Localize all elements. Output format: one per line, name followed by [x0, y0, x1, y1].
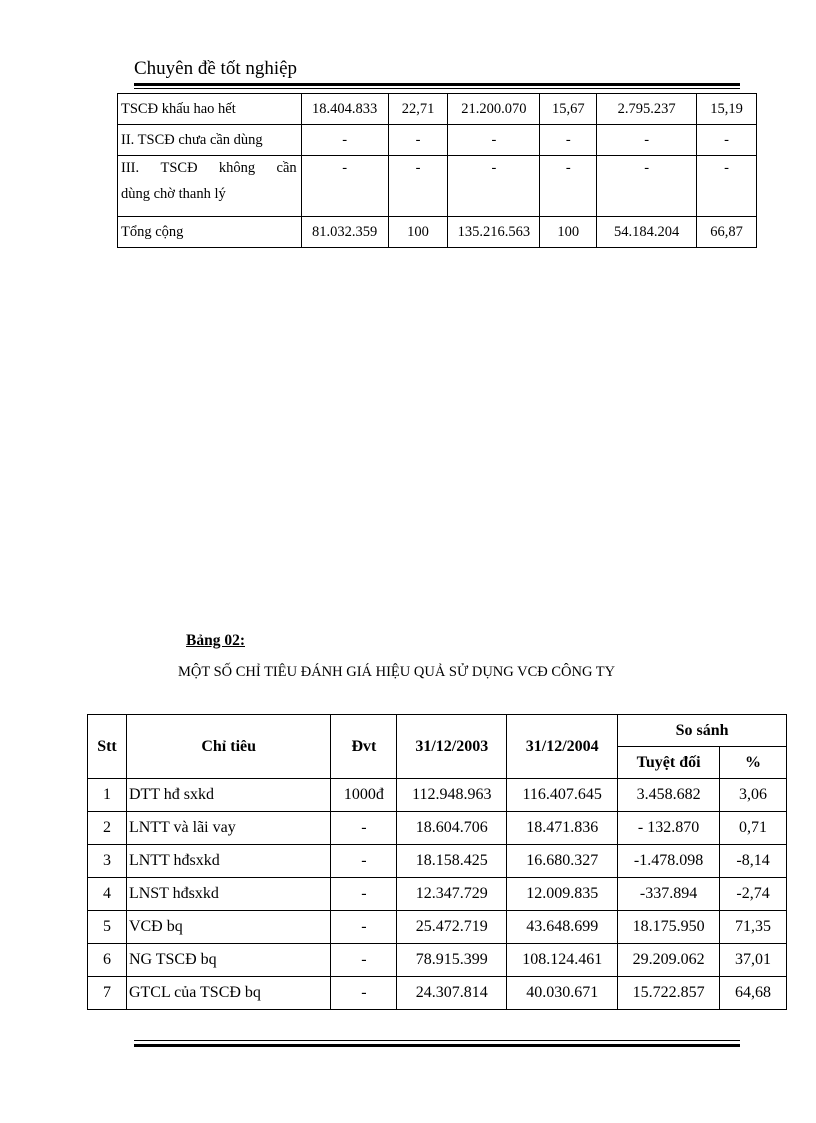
table-cell: 21.200.070 — [448, 94, 540, 125]
table-cell: 66,87 — [697, 217, 757, 248]
cell-stt: 4 — [88, 878, 127, 911]
table-cell: 81.032.359 — [301, 217, 388, 248]
cell-unit: - — [331, 878, 397, 911]
cell-stt: 7 — [88, 977, 127, 1010]
table2-label: Bảng 02: — [186, 632, 245, 649]
cell-percent: 71,35 — [720, 911, 787, 944]
cell-stt: 1 — [88, 779, 127, 812]
cell-unit: - — [331, 944, 397, 977]
header-rule-thick — [134, 83, 740, 86]
table-cell: - — [697, 125, 757, 156]
table-row — [88, 977, 787, 1010]
cell-2004: 16.680.327 — [507, 845, 618, 878]
cell-percent: 3,06 — [720, 779, 787, 812]
cell-stt: 6 — [88, 944, 127, 977]
table-row — [88, 779, 787, 812]
header-percent: % — [720, 747, 787, 779]
row-label: Tổng cộng — [118, 217, 302, 248]
cell-2003: 112.948.963 — [397, 779, 507, 812]
cell-absolute: -1.478.098 — [618, 845, 720, 878]
cell-stt: 3 — [88, 845, 127, 878]
cell-2004: 18.471.836 — [507, 812, 618, 845]
row-label-line2: dùng chờ thanh lý — [121, 186, 226, 202]
cell-absolute: 3.458.682 — [618, 779, 720, 812]
cell-unit: - — [331, 845, 397, 878]
header-indicator: Chỉ tiêu — [126, 715, 331, 779]
label-word: không — [218, 160, 256, 176]
table-row — [88, 911, 787, 944]
cell-absolute: 29.209.062 — [618, 944, 720, 977]
table2-title: MỘT SỐ CHỈ TIÊU ĐÁNH GIÁ HIỆU QUẢ SỬ DỤNG VCĐ CÔNG TY — [178, 664, 616, 680]
page-header-title: Chuyên đề tốt nghiệp — [134, 58, 298, 79]
cell-2003: 25.472.719 — [397, 911, 507, 944]
cell-indicator: GTCL của TSCĐ bq — [126, 977, 331, 1010]
table-cell: 135.216.563 — [448, 217, 540, 248]
label-word: III. — [121, 160, 140, 176]
table-cell: 100 — [540, 217, 597, 248]
header-2003: 31/12/2003 — [397, 715, 507, 779]
table-row — [118, 156, 757, 217]
footer-rule-thick — [134, 1044, 740, 1047]
footer-rule-thin — [134, 1040, 740, 1041]
cell-absolute: 15.722.857 — [618, 977, 720, 1010]
cell-2004: 40.030.671 — [507, 977, 618, 1010]
table-row — [88, 878, 787, 911]
table-cell: - — [448, 125, 540, 156]
cell-2003: 78.915.399 — [397, 944, 507, 977]
cell-unit: 1000đ — [331, 779, 397, 812]
cell-absolute: - 132.870 — [618, 812, 720, 845]
table-cell: - — [597, 156, 697, 217]
table-cell: 18.404.833 — [301, 94, 388, 125]
cell-percent: 64,68 — [720, 977, 787, 1010]
row-label — [118, 156, 302, 217]
cell-2004: 108.124.461 — [507, 944, 618, 977]
header-stt: Stt — [88, 715, 127, 779]
asset-table-continued — [117, 93, 757, 248]
table-cell: - — [301, 125, 388, 156]
table-cell: 15,19 — [697, 94, 757, 125]
table-row — [118, 94, 757, 125]
cell-2004: 43.648.699 — [507, 911, 618, 944]
cell-absolute: -337.894 — [618, 878, 720, 911]
row-label: II. TSCĐ chưa cần dùng — [118, 125, 302, 156]
table-cell: 2.795.237 — [597, 94, 697, 125]
header-compare: So sánh — [618, 715, 787, 747]
table-row — [118, 217, 757, 248]
header-rule-thin — [134, 88, 740, 89]
cell-indicator: LNTT và lãi vay — [126, 812, 331, 845]
cell-indicator: NG TSCĐ bq — [126, 944, 331, 977]
table-cell: 100 — [388, 217, 448, 248]
table-row — [88, 812, 787, 845]
cell-percent: 0,71 — [720, 812, 787, 845]
cell-unit: - — [331, 911, 397, 944]
label-word: cần — [276, 160, 297, 176]
table-row — [118, 125, 757, 156]
header-row — [88, 715, 787, 747]
efficiency-table — [87, 714, 787, 1010]
cell-percent: 37,01 — [720, 944, 787, 977]
table-cell: - — [301, 156, 388, 217]
cell-2004: 12.009.835 — [507, 878, 618, 911]
cell-2003: 24.307.814 — [397, 977, 507, 1010]
cell-stt: 5 — [88, 911, 127, 944]
cell-indicator: VCĐ bq — [126, 911, 331, 944]
row-label-line1 — [121, 160, 301, 177]
cell-stt: 2 — [88, 812, 127, 845]
row-label: TSCĐ khấu hao hết — [118, 94, 302, 125]
table-cell: 54.184.204 — [597, 217, 697, 248]
table-cell: 15,67 — [540, 94, 597, 125]
table-cell: - — [597, 125, 697, 156]
table-cell: - — [388, 156, 448, 217]
table-cell: 22,71 — [388, 94, 448, 125]
header-2004: 31/12/2004 — [507, 715, 618, 779]
table-cell: - — [448, 156, 540, 217]
label-word: TSCĐ — [160, 160, 198, 176]
cell-2003: 12.347.729 — [397, 878, 507, 911]
cell-2004: 116.407.645 — [507, 779, 618, 812]
cell-unit: - — [331, 977, 397, 1010]
cell-indicator: LNTT hđsxkd — [126, 845, 331, 878]
table-cell: - — [540, 156, 597, 217]
table-row — [88, 845, 787, 878]
cell-unit: - — [331, 812, 397, 845]
cell-absolute: 18.175.950 — [618, 911, 720, 944]
cell-indicator: LNST hđsxkd — [126, 878, 331, 911]
cell-percent: -8,14 — [720, 845, 787, 878]
cell-2003: 18.604.706 — [397, 812, 507, 845]
table-cell: - — [697, 156, 757, 217]
table-cell: - — [388, 125, 448, 156]
cell-indicator: DTT hđ sxkd — [126, 779, 331, 812]
table-row — [88, 944, 787, 977]
header-unit: Đvt — [331, 715, 397, 779]
cell-percent: -2,74 — [720, 878, 787, 911]
header-absolute: Tuyệt đối — [618, 747, 720, 779]
table-cell: - — [540, 125, 597, 156]
cell-2003: 18.158.425 — [397, 845, 507, 878]
